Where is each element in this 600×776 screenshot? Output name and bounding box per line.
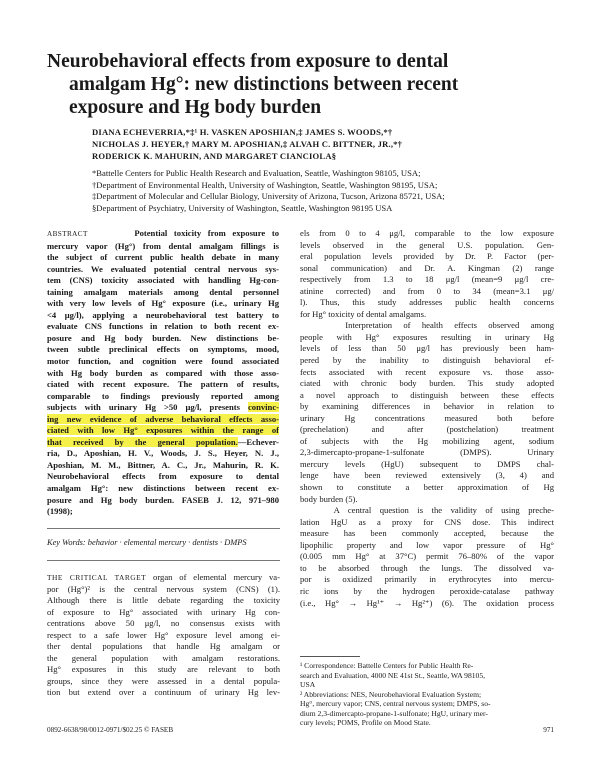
- body-line: respectively from 1.3 to 18 μg/l (mean=9 μg/l cre-: [300, 274, 554, 285]
- citation-line: (1998);: [47, 506, 73, 517]
- citation-line: Aposhian, M. M., Bittner, A. C., Jr., Mahurin, R. K.: [47, 459, 279, 470]
- body-line: levels of less than 50 μg/l has previously been ham-: [300, 343, 554, 354]
- abstract-label: ABSTRACT: [47, 230, 88, 238]
- abstract-line: taining amalgam materials among dental personnel: [47, 286, 279, 297]
- body-line: levels observed in the general U.S. population. Gen-: [300, 239, 554, 250]
- abstract-line: tween subtle preclinical effects on symptoms, mood,: [47, 344, 279, 355]
- abstract-line: ciated with recent exposure. The pattern of results,: [47, 379, 279, 390]
- title-line-2: amalgam Hg°: new distinctions between recent: [69, 74, 459, 95]
- body-line: lation HgU as a proxy for CNS dose. This indirect: [300, 516, 554, 527]
- footnote-line: ² Abbreviations: NES, Neurobehavioral Evaluation System;: [300, 689, 482, 699]
- body-line: atinine corrected) and from 0 to 34 (mean=3.1 μg/: [300, 285, 554, 296]
- body-line: shown to constitute a better approximation of Hg: [300, 482, 554, 493]
- title-line-3: exposure and Hg body burden: [69, 97, 322, 118]
- affiliation-line: §Department of Psychiatry, University of Washington, Seattle, Washington 98195 USA: [92, 202, 393, 213]
- page-number: 971: [543, 726, 554, 734]
- abstract-line: the subject of current public health debate in many: [47, 252, 279, 263]
- abstract-line: countries. We evaluated potential central nervous sys-: [47, 263, 279, 274]
- title-line-1: Neurobehavioral effects from exposure to dental: [47, 51, 449, 72]
- abstract-line: mercury vapor (Hg°) from dental amalgam fillings is: [47, 240, 279, 251]
- body-line: for Hg° toxicity of dental amalgams.: [300, 308, 427, 319]
- author-list: [92, 126, 562, 162]
- body-line: els from 0 to 4 μg/l, comparable to the low exposure: [300, 228, 554, 238]
- keywords: Key Words: behavior · elemental mercury · dentists · DMPS: [47, 538, 247, 547]
- body-line: eral population levels provided by Dr. P. Factor (per-: [300, 251, 554, 262]
- keywords-rule-bottom: [47, 560, 280, 561]
- body-line: l). Thus, this study addresses public health concerns: [300, 297, 554, 308]
- abstract-line: subjects with urinary Hg >50 μg/l, presents: [47, 402, 248, 413]
- abstract-line: with very low levels of Hg° exposure (i.e., urinary Hg: [47, 298, 279, 309]
- body-line: measure has been commonly accepted, because the: [300, 528, 554, 539]
- intro-line: of exposure to Hg° associated with urinary Hg con-: [47, 606, 280, 617]
- author-line: NICHOLAS J. HEYER,† MARY M. APOSHIAN,‡ ALVAH C. BITTNER, JR.,*†: [92, 139, 403, 149]
- keywords-rule-top: [47, 528, 280, 529]
- citation-line: ria, D., Aposhian, H. V., Woods, J. S., Heyer, N. J.,: [47, 448, 279, 459]
- intro-line: the general population with amalgam restorations.: [47, 652, 280, 663]
- abstract-line: —Echever-: [237, 436, 279, 447]
- body-line: (prechelation) and after (postchelation) treatment: [300, 424, 554, 435]
- body-line: pered by the inability to distinguish behavioral ef-: [300, 355, 554, 366]
- body-line: a novel approach to distinguish between these effects: [300, 389, 554, 400]
- body-line: (i.e., Hg° → Hg¹⁺ → Hg²⁺) (6). The oxidation process: [300, 597, 554, 608]
- article-title: [47, 50, 567, 119]
- body-line: lipophilic property and low vapor pressure of Hg°: [300, 539, 554, 550]
- body-line: to be absorbed through the lungs. The dissolved va-: [300, 562, 554, 573]
- body-line: 2,3-dimercapto-propane-1-sulfonate (DMPS). Urinary: [300, 447, 554, 458]
- intro-line: ther dental populations that handle Hg amalgam or: [47, 641, 280, 652]
- intro-line: respect to a safe lower Hg° exposure level among ei-: [47, 629, 280, 640]
- footnote-rule: [300, 656, 360, 657]
- highlighted-text: ciated with low Hg° exposures within the range of: [47, 425, 279, 436]
- body-line: A central question is the validity of using preche-: [300, 505, 554, 516]
- abstract: [47, 228, 279, 518]
- body-line: sonal communication) and Dr. A. Kingman (2) range: [300, 262, 554, 273]
- intro-line: organ of elemental mercury va-: [146, 572, 280, 582]
- highlighted-text: convinc-: [247, 402, 279, 413]
- body-line: by examining differences in behavior in relation to: [300, 401, 554, 412]
- author-line: RODERICK K. MAHURIN, AND MARGARET CIANCIOLA§: [92, 151, 337, 161]
- right-column-text: [300, 228, 554, 609]
- body-line: ciated with chronic body burden. This study adopted: [300, 378, 554, 389]
- abstract-line: evaluate CNS functions in relation to both recent ex-: [47, 321, 279, 332]
- abstract-line: <4 μg/l), applying a neurobehavioral test battery to: [47, 309, 279, 320]
- body-line: Interpretation of health effects observed among: [300, 320, 554, 331]
- journal-code: 0892-6638/98/0012-0971/$02.25 © FASEB: [47, 726, 174, 734]
- affiliation-line: *Battelle Centers for Public Health Research and Evaluation, Seattle, Washington 98105, USA;: [92, 168, 421, 178]
- citation-line: amalgam Hg°: new distinctions between recent ex-: [47, 483, 279, 494]
- author-line: DIANA ECHEVERRIA,*‡¹ H. VASKEN APOSHIAN,‡ JAMES S. WOODS,*†: [92, 127, 393, 137]
- abstract-line: motor function, and cognition were found associated: [47, 356, 279, 367]
- citation-line: posure and Hg body burden. FASEB J. 12, 971–980: [47, 494, 279, 505]
- intro-line: por (Hg°)² is the central nervous system (CNS) (1).: [47, 583, 280, 594]
- abstract-line: comparable to findings previously reported among: [47, 390, 279, 401]
- body-line: por is oxidized primarily in erythrocytes into mercu-: [300, 574, 554, 585]
- abstract-line: with Hg body burden as compared with those asso-: [47, 367, 279, 378]
- footnotes: [300, 661, 554, 728]
- intro-lead: THE CRITICAL TARGET: [47, 573, 147, 582]
- footnote-line: search and Evaluation, 4000 NE 41st St., Seattle, WA 98105,: [300, 670, 486, 680]
- intro-line: Although there is little debate regarding the toxicity: [47, 595, 280, 606]
- body-line: body burden (5).: [300, 493, 358, 504]
- intro-line: Hg° exposures in this study are relevant to both: [47, 664, 280, 675]
- intro-line: groups, since they were assessed in a dental popula-: [47, 675, 280, 686]
- body-line: mercury levels (HgU) subsequent to DMPS chal-: [300, 458, 554, 469]
- abstract-first-line: Potential toxicity from exposure to: [134, 228, 279, 238]
- intro-line: centrations above 50 μg/l, no consensus exists with: [47, 618, 280, 629]
- body-line: fects associated with recent exposure vs. those asso-: [300, 366, 554, 377]
- intro-line: tion but extend over a continuum of urinary Hg lev-: [47, 687, 280, 698]
- affiliations: [92, 168, 562, 214]
- highlighted-text: ing new evidence of adverse behavioral effects asso-: [47, 413, 279, 424]
- body-line: lenge have been reviewed extensively (3, 4) and: [300, 470, 554, 481]
- body-line: (0.005 mm Hg° at 37°C) permit 76–80% of the vapor: [300, 551, 554, 562]
- citation-line: Neurobehavioral effects from exposure to dental: [47, 471, 279, 482]
- intro-text: [47, 572, 280, 699]
- body-line: ric ions by the hydrogen peroxide-catalase pathway: [300, 585, 554, 596]
- abstract-line: posure and Hg body burden. New distinctions be-: [47, 332, 279, 343]
- footnote-line: Hg°, mercury vapor; CNS, central nervous system; DMPS, so-: [300, 699, 491, 708]
- body-line: urinary Hg concentrations measured both before: [300, 412, 554, 423]
- footnote-line: dium 2,3-dimercapto-propane-1-sulfonate; HgU, urinary mer-: [300, 708, 488, 718]
- footnote-line: ¹ Correspondence: Battelle Centers for Public Health Re-: [300, 661, 474, 670]
- affiliation-line: †Department of Environmental Health, University of Washington, Seattle, Washington 98195, USA;: [92, 179, 438, 190]
- body-line: people with Hg° exposures resulting in urinary Hg: [300, 331, 554, 342]
- highlighted-text: that received by the general population.: [47, 436, 238, 447]
- body-line: of subjects with the Hg mobilizing agent, sodium: [300, 435, 554, 446]
- footnote-line: cury levels; POMS, Profile on Mood State.: [300, 718, 431, 727]
- footnote-line: USA: [300, 680, 316, 689]
- affiliation-line: ‡Department of Molecular and Cellular Biology, University of Arizona, Tucson, Arizona 85721, USA;: [92, 191, 445, 202]
- abstract-line: tem (CNS) toxicity associated with handling Hg-con-: [47, 275, 279, 286]
